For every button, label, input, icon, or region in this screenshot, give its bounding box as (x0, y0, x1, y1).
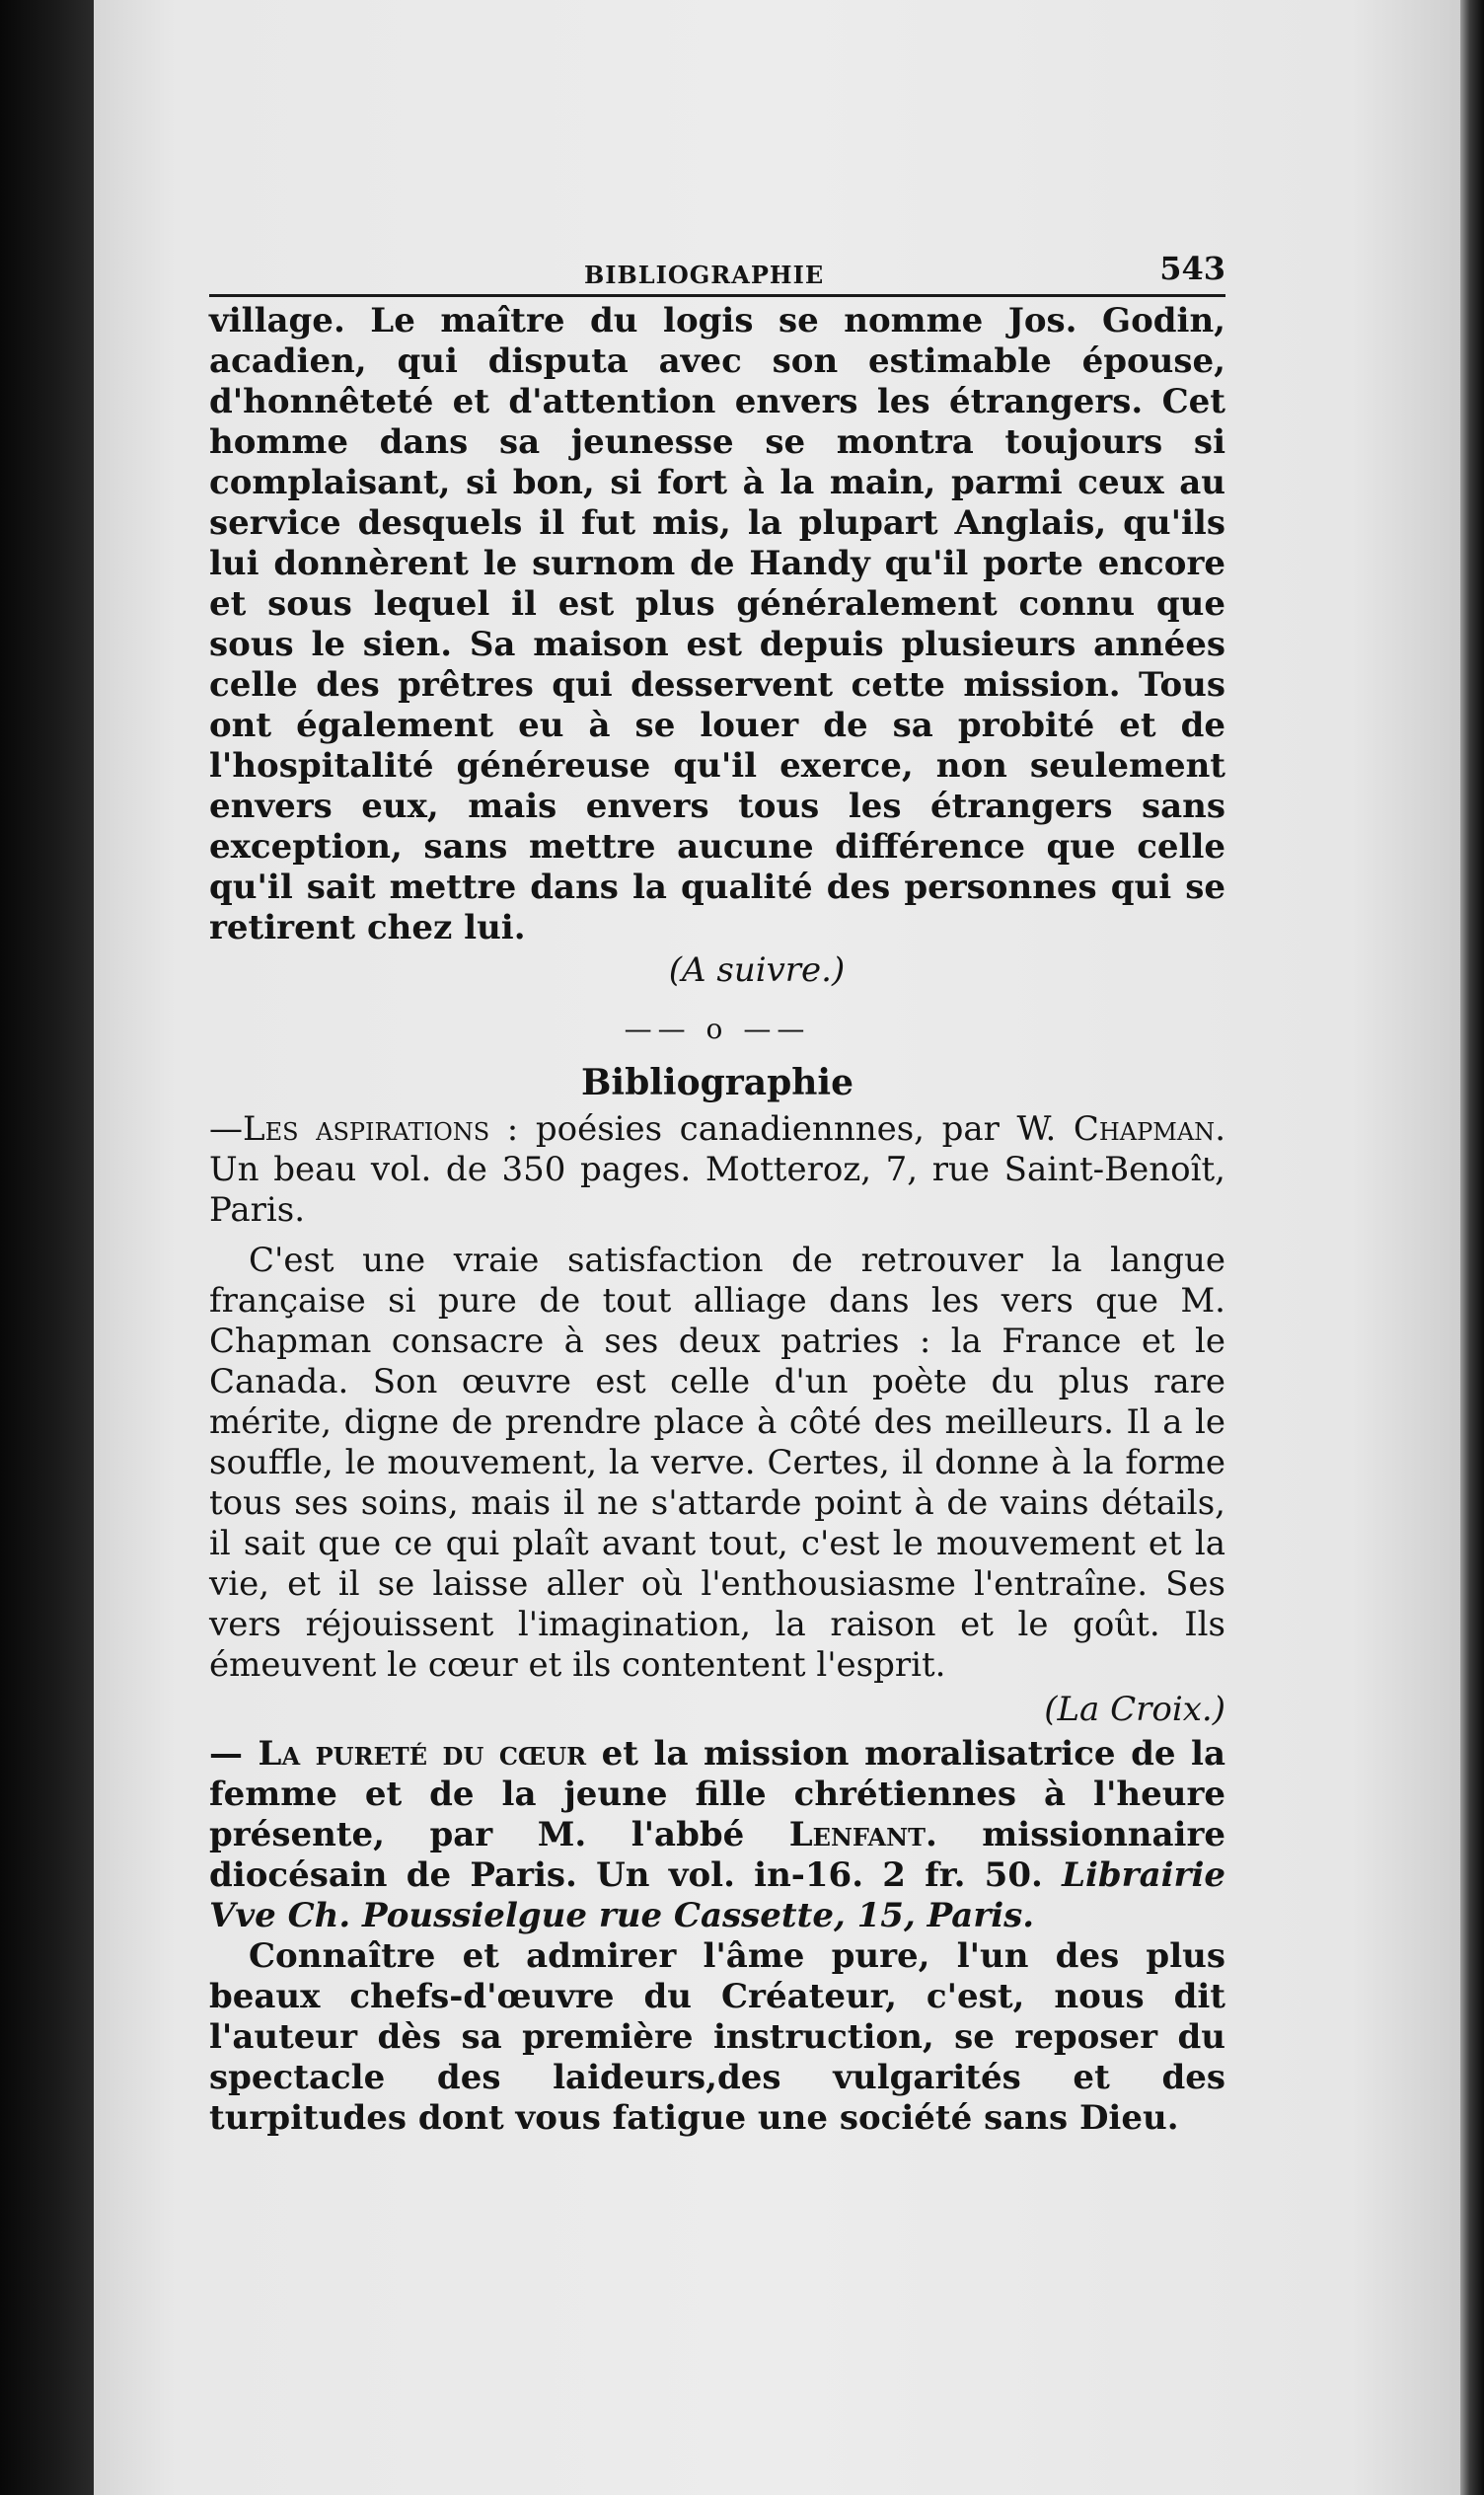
running-head: BIBLIOGRAPHIE (584, 261, 825, 289)
page-number: 543 (1159, 250, 1225, 287)
entry-1-review: C'est une vraie satisfaction de retrouver la langue française si pure de tout alliage dans les vers que M. Chapman consacre à ses deux patries : la France et le Canada. Son œuvre est celle d'un poète du plus rare mérite, digne de prendre place à côté des meilleurs. Il a le souffle, le mouvement, la verve. Certes, il donne à la forme tous ses soins, mais il ne s'attarde point à de vains détails, il sait que ce qui plaît avant tout, c'est le mouvement et la vie, et il se laisse aller où l'enthousiasme l'entraîne. Ses vers réjouissent l'imagination, la raison et le goût. Ils émeuvent le cœur et ils contentent l'esprit. (209, 1241, 1225, 1685)
left-binding-shadow (0, 0, 94, 2495)
section-title: Bibliographie (580, 1062, 854, 1103)
entry-2-citation (209, 1734, 1225, 1936)
entry-1-citation-b: . Un beau vol. de 350 pages. Motteroz, 7, rue Saint-Benoît, Paris. (209, 1109, 1225, 1230)
right-page-edge (1460, 0, 1484, 2495)
entry-1-lead: —Les aspirations : (209, 1109, 519, 1149)
entry-2-author: Lenfant (788, 1815, 926, 1854)
entry-2-publisher: Librairie Vve Ch. Poussielgue rue Cassette, 15, Paris. (209, 1855, 1225, 1935)
page-header (209, 247, 1225, 297)
section-separator: —— o —— (624, 1013, 811, 1045)
entry-1-source: (La Croix.) (1044, 1690, 1225, 1729)
continued-paragraph: village. Le maître du logis se nomme Jos. Godin, acadien, qui disputa avec son estimable épouse, d'honnêteté et d'attention envers les étrangers. Cet homme dans sa jeunesse se montra toujours si complaisant, si bon, si fort à la main, parmi ceux au service desquels il fut mis, la plupart Anglais, qu'ils lui donnèrent le surnom de Handy qu'il porte encore et sous lequel il est plus généralement connu que sous le sien. Sa maison est depuis plusieurs années celle des prêtres qui desservent cette mission. Tous ont également eu à se louer de sa probité et de l'hospitalité généreuse qu'il exerce, non seulement envers eux, mais envers tous les étrangers sans exception, sans mettre aucune différence que celle qu'il sait mettre dans la qualité des personnes qui se retirent chez lui. (209, 301, 1225, 947)
entry-1-author: Chapman (1073, 1109, 1216, 1149)
to-be-continued: (A suivre.) (668, 950, 846, 990)
entry-1-citation (209, 1109, 1225, 1231)
entry-2-review: Connaître et admirer l'âme pure, l'un des plus beaux chefs-d'œuvre du Créateur, c'est, nous dit l'auteur dès sa première instruction, se reposer du spectacle des laideurs,des vulgarités et des turpitudes dont vous fatigue une société sans Dieu. (209, 1936, 1225, 2138)
entry-2-citation-b: . missionnaire diocésain de Paris. Un vol. in-16. 2 fr. 50. (209, 1815, 1226, 1895)
text-block (209, 247, 1225, 2139)
entry-2-citation-a: et la mission moralisatrice de la femme et de la jeune fille chrétiennes à l'heure présente, par M. l'abbé (209, 1734, 1225, 1854)
entry-2-lead: — La pureté du cœur (209, 1734, 587, 1774)
entry-1-citation-a: poésies canadiennnes, par W. (518, 1109, 1074, 1149)
